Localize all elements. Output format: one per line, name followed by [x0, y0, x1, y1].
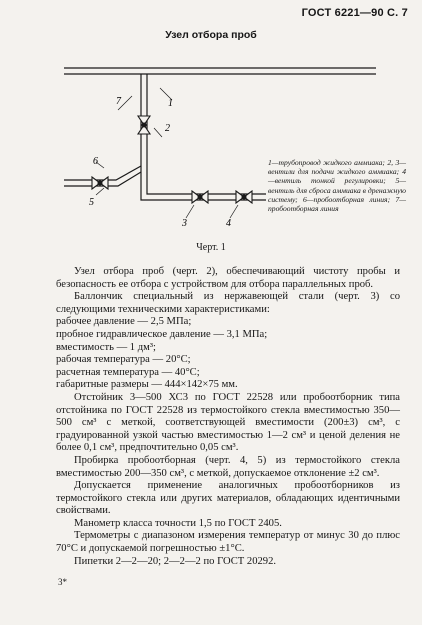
- spec-line: габаритные размеры — 444×142×75 мм.: [56, 379, 238, 391]
- spec-line: рабочая температура — 20°С;: [56, 354, 191, 366]
- paragraph: Узел отбора проб (черт. 2), обеспечивающий чистоту пробы и безопасность ее отбора с устройством для отбора параллельных проб.: [56, 266, 400, 290]
- paragraph: Пипетки 2—2—20; 2—2—2 по ГОСТ 20292.: [74, 555, 277, 567]
- paragraph: Манометр класса точности 1,5 по ГОСТ 2405.: [74, 517, 282, 529]
- body-text: [56, 266, 400, 568]
- valve-4-icon: [236, 191, 252, 203]
- paragraph: Термометры с диапазоном измерения температур от минус 30 до плюс 70°С и допускаемой погрешностью ±1°С.: [56, 530, 400, 555]
- spec-line: пробное гидравлическое давление — 3,1 МПа;: [56, 328, 268, 340]
- paragraph: Допускается применение аналогичных пробоотборников из термостойкого стекла или других материалов, обладающих идентичными свойствами.: [56, 480, 400, 517]
- valve-2-icon: [138, 116, 150, 134]
- paragraph: Пробирка пробоотборная (черт. 4, 5) из термостойкого стекла вместимостью 200—350 см³, с меткой, допускаемое отклонение ±2 см³.: [56, 454, 400, 479]
- label-4: 4: [226, 218, 231, 229]
- label-7: 7: [116, 96, 121, 107]
- figure-caption: Черт. 1: [196, 242, 226, 253]
- label-6: 6: [93, 156, 98, 167]
- spec-line: вместимость — 1 дм³;: [56, 341, 156, 353]
- spec-line: расчетная температура — 40°С;: [56, 366, 200, 378]
- page-header: ГОСТ 6221—90 С. 7: [301, 7, 408, 19]
- valve-5-icon: [92, 177, 108, 189]
- valve-3-icon: [192, 191, 208, 203]
- label-1: 1: [168, 98, 173, 109]
- spec-line: рабочее давление — 2,5 МПа;: [56, 316, 192, 328]
- label-2: 2: [165, 123, 170, 134]
- paragraph: Баллончик специальный из нержавеющей стали (черт. 3) со следующими техническими характеристиками:: [56, 291, 400, 315]
- paragraph: Отстойник 3—500 ХС3 по ГОСТ 22528 или пробоотборник типа отстойника по ГОСТ 22528 из термостойкого стекла вместимостью 350—500 см³ с меткой, соответствующей вместимости (200±3) см³, с градуированной узкой частью вместимостью 1—2 см³ и ценой деления не более 0,1 см³, предпочтительно 0,05 см³.: [56, 391, 400, 454]
- label-3: 3: [182, 218, 187, 229]
- label-5: 5: [89, 197, 94, 208]
- figure-legend: 1—трубопровод жидкого аммиака; 2, 3—вентили для подачи жидкого аммиака; 4—вентиль тонкой регулировки; 5—вентиль для сброса аммиака в дренажную систему; 6—пробоотборная линия; 7—пробоотборная линия: [268, 158, 406, 214]
- page-number: 3*: [58, 577, 67, 587]
- figure-title: Узел отбора проб: [165, 29, 257, 41]
